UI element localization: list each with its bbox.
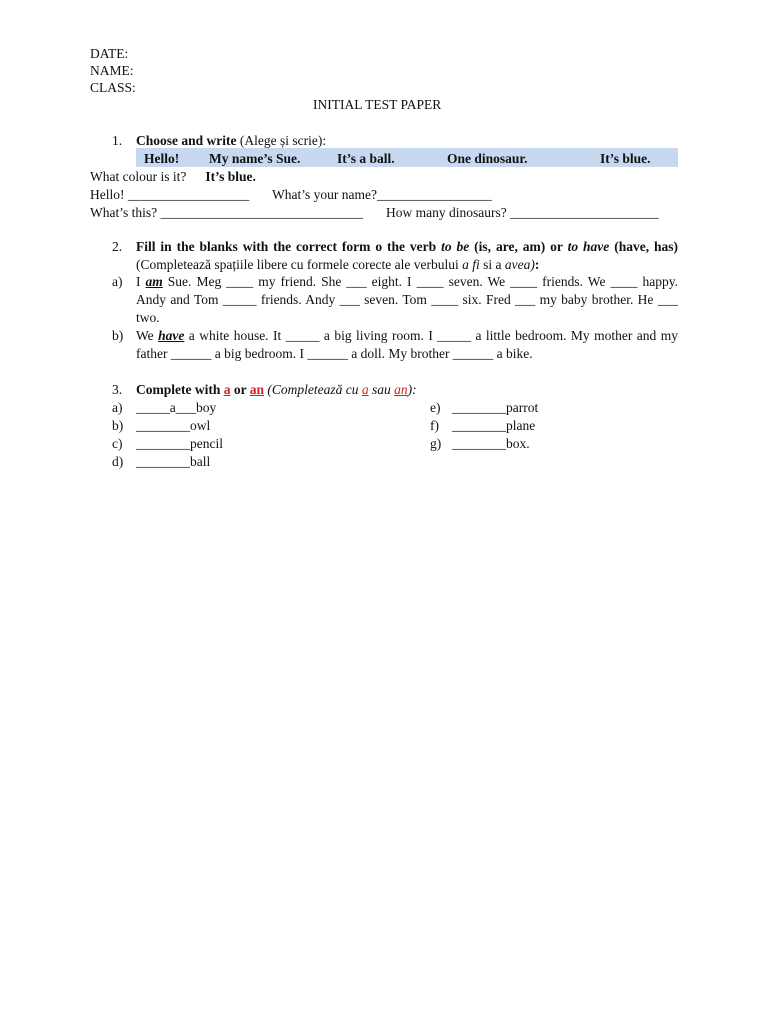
class-label: CLASS: [90,80,136,95]
ex2-title-part: : [534,257,540,272]
ex3-item-text: ________plane [452,418,536,433]
ex3-item-text: ________parrot [452,400,539,415]
ex2-b-start: We [136,328,159,343]
ex2-b-text [136,327,678,363]
name-label: NAME: [90,63,134,78]
ex3-item-label: f) [430,418,439,433]
ex1-q3-right: How many dinosaurs? ______________________ [386,205,659,220]
word-bank-item: My name’s Sue. [209,151,301,166]
word-bank-item: It’s blue. [600,151,651,166]
ex1-q1-answer: It’s blue. [205,169,256,184]
ex2-title-part: to be [441,239,470,254]
ex3-item-text: ________pencil [136,436,223,451]
word-bank-item: One dinosaur. [447,151,528,166]
word-bank-item: Hello! [144,151,180,166]
ex1-title-bold: Choose and write [136,133,237,148]
ex3-item-label: g) [430,436,442,451]
word-bank-item: It’s a ball. [337,151,395,166]
ex1-q2-left: Hello! __________________ [90,187,250,202]
ex2-title-part: to have [567,239,610,254]
ex2-title-part: (Completează spațiile libere cu formele corecte ale verbului [136,257,463,272]
ex3-item-text: ________owl [136,418,211,433]
ex2-title [136,238,678,274]
ex3-title-part: ): [407,382,417,397]
ex3-title-part: an [394,382,408,397]
ex3-item-label: b) [112,418,124,433]
ex3-title-part: sau [368,382,395,397]
ex2-a-text [136,273,678,327]
ex3-item-label: d) [112,454,124,469]
ex3-item-text: ________box. [452,436,530,451]
ex2-b-example: have [158,328,185,343]
ex2-b-label: b) [112,328,124,343]
ex1-q2-right: What’s your name?_________________ [272,187,492,202]
ex1-title-rest: (Alege și scrie): [236,133,327,148]
ex2-a-example: am [145,274,163,289]
ex3-title-part: (Completează cu [264,382,362,397]
ex3-item-text: _____a___boy [136,400,217,415]
ex3-title [136,381,417,399]
ex2-title-part: Fill in the blanks with the correct form o the verb [136,239,442,254]
ex3-title-part: or [230,382,250,397]
ex3-item-label: a) [112,400,123,415]
ex2-title-part: (have, has) [609,239,678,254]
ex3-item-text: ________ball [136,454,211,469]
ex2-a-label: a) [112,274,123,289]
date-label: DATE: [90,46,129,61]
page-title: INITIAL TEST PAPER [313,97,442,112]
ex3-title-part: an [249,382,265,397]
ex3-title-part: Complete with [136,382,224,397]
ex1-number: 1. [112,133,123,148]
ex2-number: 2. [112,239,123,254]
ex3-title-part: a [223,382,231,397]
ex2-title-part: avea) [504,257,535,272]
ex3-number: 3. [112,382,123,397]
ex2-a-body: Sue. Meg ____ my friend. She ___ eight. I ____ seven. We ____ friends. We ____ happy. Andy and Tom _____ friends. Andy ___ seven. Tom ____ six. Fred ___ my baby brother. He ___ two. [136,274,678,325]
ex2-b-body: a white house. It _____ a big living room. I _____ a little bedroom. My mother and my father ______ a big bedroom. I ______ a doll. My brother ______ a bike. [136,328,678,361]
ex1-q3-left: What’s this? ______________________________ [90,205,363,220]
ex3-item-label: e) [430,400,441,415]
ex2-a-start: I [136,274,146,289]
ex2-title-part: a fi [462,257,480,272]
ex3-title-part: a [361,382,369,397]
ex2-title-part: si a [479,257,505,272]
ex1-q1-text: What colour is it? [90,169,187,184]
ex2-title-part: (is, are, am) or [469,239,568,254]
ex1-q1 [90,168,256,186]
ex3-item-label: c) [112,436,123,451]
